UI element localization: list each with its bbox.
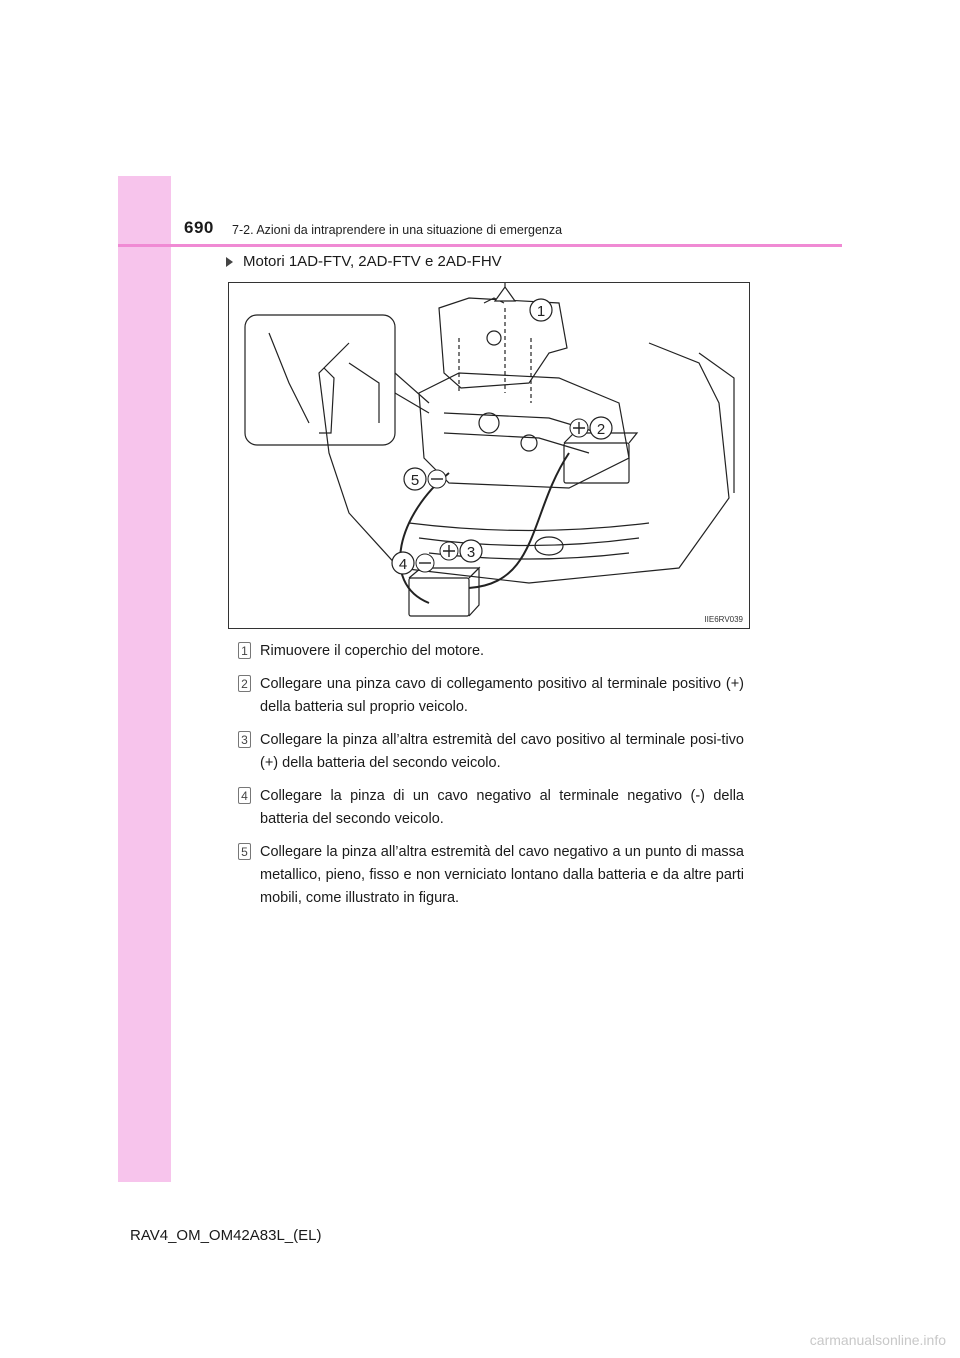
engine-bay-drawing (229, 283, 750, 629)
subheading (226, 253, 502, 270)
callout-2: 2 (596, 421, 606, 438)
step-text: Collegare la pinza all’altra estremità del cavo negativo a un punto di massa metallico, pieno, fisso e non verniciato lontano dalla batteria e da altre parti mobili, come illustrato in figura. (260, 844, 744, 906)
step-number: 1 (238, 642, 251, 659)
list-item (238, 640, 744, 663)
chapter-tab-sidebar (118, 176, 171, 1182)
header-rule (118, 244, 842, 247)
step-number: 4 (238, 787, 251, 804)
step-text: Collegare la pinza all’altra estremità del cavo positivo al terminale posi-tivo (+) della batteria del secondo veicolo. (260, 732, 744, 771)
list-item (238, 729, 744, 775)
list-item (238, 673, 744, 719)
step-number: 2 (238, 675, 251, 692)
page-number: 690 (184, 218, 214, 237)
section-title: 7-2. Azioni da intraprendere in una situazione di emergenza (232, 223, 563, 237)
steps-list (238, 640, 744, 920)
footer-code: RAV4_OM_OM42A83L_(EL) (130, 1227, 322, 1244)
step-number: 3 (238, 731, 251, 748)
list-item (238, 841, 744, 910)
subheading-text: Motori 1AD-FTV, 2AD-FTV e 2AD-FHV (243, 253, 502, 270)
step-text: Collegare una pinza cavo di collegamento positivo al terminale positivo (+) della batteria sul proprio veicolo. (260, 676, 744, 715)
callout-3: 3 (466, 544, 476, 561)
triangle-bullet-icon (226, 257, 233, 267)
callout-5: 5 (410, 472, 420, 489)
step-text: Rimuovere il coperchio del motore. (260, 643, 485, 659)
callout-1: 1 (536, 303, 546, 320)
watermark[interactable]: carmanualsonline.info (809, 1332, 946, 1348)
list-item (238, 785, 744, 831)
figure-code: IIE6RV039 (704, 615, 743, 624)
callout-4: 4 (398, 556, 408, 573)
engine-illustration (228, 282, 750, 629)
step-text: Collegare la pinza di un cavo negativo al terminale negativo (-) della batteria del secondo veicolo. (260, 788, 744, 827)
step-number: 5 (238, 843, 251, 860)
